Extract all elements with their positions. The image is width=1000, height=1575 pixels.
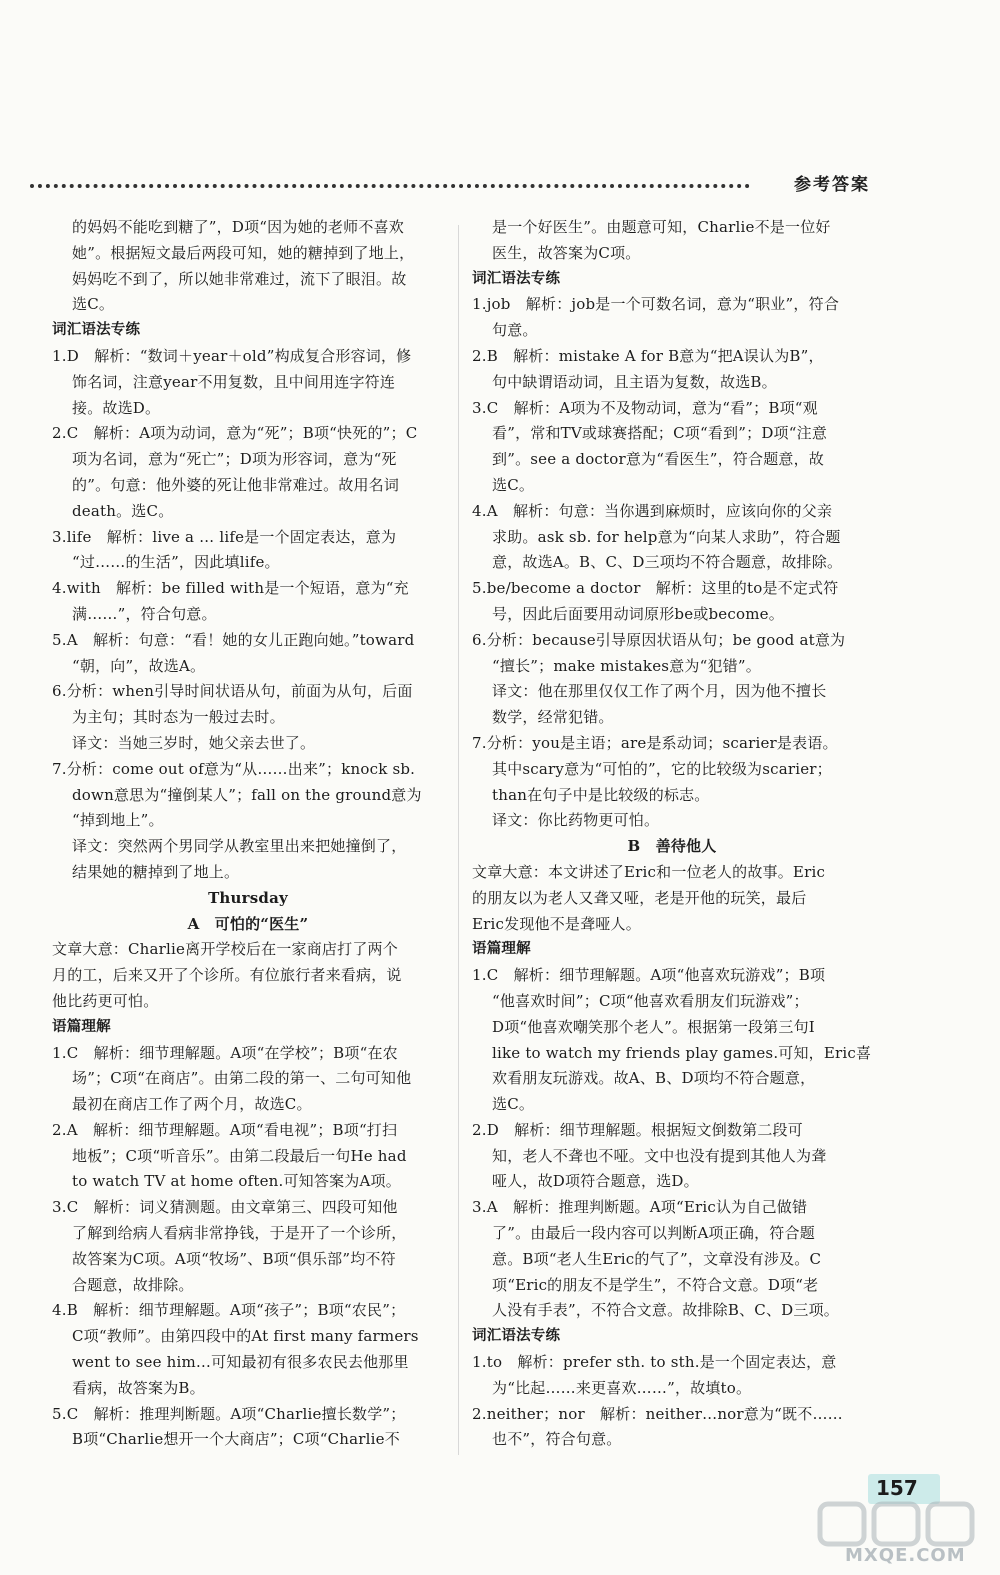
text-line: Eric发现他不是聋哑人。: [472, 914, 641, 933]
dotted-rule: [30, 184, 750, 188]
text-line: 句中缺谓语动词，且主语为复数，故选B。: [492, 372, 777, 391]
text-line: 她”。根据短文最后两段可知，她的糖掉到了地上，: [72, 243, 415, 262]
section-heading: 语篇理解: [472, 941, 531, 958]
text-line: went to see him…可知最初有很多农民去他那里: [72, 1353, 409, 1372]
text-line: 1.C 解析：细节理解题。A项“他喜欢玩游戏”；B项: [472, 966, 826, 985]
text-line: 合题意，故排除。: [72, 1275, 194, 1294]
text-line: 2.C 解析：A项为动词，意为“死”；B项“快死的”；C: [52, 424, 418, 443]
text-line: “朝，向”，故选A。: [72, 656, 206, 675]
text-line: B项“Charlie想开一个大商店”；C项“Charlie不: [72, 1430, 400, 1449]
text-line: 为主句；其时态为一般过去时。: [72, 708, 285, 727]
text-line: 3.C 解析：A项为不及物动词，意为“看”；B项“观: [472, 398, 818, 417]
text-line: 译文：突然两个男同学从教室里出来把她撞倒了，: [72, 837, 407, 856]
text-line: 2.A 解析：细节理解题。A项“看电视”；B项“打扫: [52, 1120, 398, 1139]
text-line: D项“他喜欢嘲笑那个老人”。根据第一段第三句I: [492, 1017, 815, 1036]
text-line: death。选C。: [72, 501, 174, 520]
text-line: 文章大意：Charlie离开学校后在一家商店打了两个: [52, 940, 398, 959]
text-line: 了”。由最后一段内容可以判断A项正确，符合题: [492, 1224, 815, 1243]
text-line: 句意。: [492, 321, 538, 340]
text-line: 译文：他在那里仅仅工作了两个月，因为他不擅长: [492, 682, 827, 701]
text-line: 他比药更可怕。: [52, 991, 159, 1010]
text-line: 6.分析：because引导原因状语从句；be good at意为: [472, 630, 846, 649]
text-line: “过……的生活”，因此填life。: [72, 553, 280, 572]
left-column: [52, 215, 444, 1453]
text-line: 5.C 解析：推理判断题。A项“Charlie擅长数学”；: [52, 1404, 406, 1423]
text-line: 场”；C项“在商店”。由第二段的第一、二句可知他: [72, 1069, 412, 1088]
text-line: “擅长”；make mistakes意为“犯错”。: [492, 656, 761, 675]
section-heading: 词汇语法专练: [472, 270, 561, 287]
text-line: 也不”，符合句意。: [492, 1430, 622, 1449]
text-line: 月的工，后来又开了个诊所。有位旅行者来看病，说: [52, 966, 402, 985]
text-line: 到”。see a doctor意为“看医生”，符合题意，故: [492, 450, 825, 469]
text-line: 意。B项“老人生Eric的气了”，文章没有涉及。C: [492, 1249, 822, 1268]
text-line: 是一个好医生”。由题意可知，Charlie不是一位好: [492, 218, 831, 236]
text-line: 的”。句意：他外婆的死让他非常难过。故用名词: [72, 475, 400, 494]
text-line: 的朋友以为老人又聋又哑，老是开他的玩笑，最后: [472, 888, 807, 907]
text-line: than在句子中是比较级的标志。: [492, 785, 710, 804]
text-line: 文章大意：本文讲述了Eric和一位老人的故事。Eric: [472, 862, 826, 881]
text-line: 1.to 解析：prefer sth. to sth.是一个固定表达，意: [472, 1353, 837, 1372]
section-heading: 语篇理解: [52, 1018, 111, 1035]
text-line: 求助。ask sb. for help意为“向某人求助”，符合题: [492, 527, 841, 546]
text-line: 选C。: [492, 475, 535, 494]
section-heading: 词汇语法专练: [52, 322, 141, 339]
text-line: 1.job 解析：job是一个可数名词，意为“职业”，符合: [472, 295, 840, 314]
text-line: 妈妈吃不到了，所以她非常难过，流下了眼泪。故: [72, 269, 407, 288]
right-column: [472, 215, 872, 1453]
subsection-title: Thursday: [208, 888, 288, 907]
text-line: 满……”，符合句意。: [72, 604, 217, 623]
text-line: 了解到给病人看病非常挣钱，于是开了一个诊所，: [72, 1224, 407, 1243]
text-line: 选C。: [72, 295, 115, 314]
watermark-text: MXQE.COM: [845, 1545, 966, 1566]
text-line: 译文：当她三岁时，她父亲去世了。: [72, 733, 316, 752]
subsection-title: A 可怕的“医生”: [187, 914, 309, 933]
text-line: 项为名词，意为“死亡”；D项为形容词，意为“死: [72, 450, 397, 469]
text-line: C项“教师”。由第四段中的At first many farmers: [72, 1327, 419, 1346]
text-line: 3.A 解析：推理判断题。A项“Eric认为自己做错: [472, 1198, 808, 1217]
section-heading: 词汇语法专练: [472, 1328, 561, 1345]
text-line: 最初在商店工作了两个月，故选C。: [72, 1095, 312, 1114]
text-line: 4.with 解析：be filled with是一个短语，意为“充: [52, 579, 409, 598]
text-line: 知，老人不聋也不哑。文中也没有提到其他人为聋: [492, 1146, 827, 1165]
text-line: 数学，经常犯错。: [492, 708, 614, 727]
text-line: 号，因此后面要用动词原形be或become。: [492, 604, 784, 623]
header-title: 参考答案: [794, 175, 870, 195]
text-line: 的妈妈不能吃到糖了”，D项“因为她的老师不喜欢: [72, 218, 404, 236]
text-line: 1.D 解析：“数词＋year＋old”构成复合形容词，修: [52, 346, 412, 365]
text-line: 其中scary意为“可怕的”，它的比较级为scarier；: [492, 759, 832, 778]
subsection-title: B 善待他人: [627, 837, 717, 856]
text-line: 饰名词，注意year不用复数，且中间用连字符连: [72, 372, 396, 391]
text-line: 欢看朋友玩游戏。故A、B、D项均不符合题意，: [492, 1069, 816, 1088]
text-line: 2.neither；nor 解析：neither…nor意为“既不……: [472, 1404, 843, 1423]
text-line: 地板”；C项“听音乐”。由第二段最后一句He had: [72, 1146, 407, 1165]
text-line: 接。故选D。: [72, 398, 161, 417]
page-number: 157: [876, 1476, 918, 1500]
text-line: like to watch my friends play games.可知，Eric喜: [492, 1043, 872, 1062]
text-line: 哑人，故D项符合题意，选D。: [492, 1172, 699, 1191]
text-line: 7.分析：you是主语；are是系动词；scarier是表语。: [472, 733, 838, 752]
text-line: 1.C 解析：细节理解题。A项“在学校”；B项“在农: [52, 1043, 398, 1062]
text-line: 选C。: [492, 1095, 535, 1114]
text-line: 4.B 解析：细节理解题。A项“孩子”；B项“农民”；: [52, 1301, 406, 1320]
text-line: to watch TV at home often.可知答案为A项。: [72, 1172, 401, 1191]
text-line: 3.life 解析：live a … life是一个固定表达，意为: [52, 527, 397, 546]
text-line: 3.C 解析：词义猜测题。由文章第三、四段可知他: [52, 1198, 398, 1217]
text-line: 4.A 解析：句意：当你遇到麻烦时，应该向你的父亲: [472, 501, 833, 520]
text-line: 译文：你比药物更可怕。: [492, 811, 660, 830]
text-line: 看病，故答案为B。: [72, 1378, 205, 1397]
text-line: 故答案为C项。A项“牧场”、B项“俱乐部”均不符: [72, 1249, 396, 1268]
text-line: 人没有手表”，不符合文意。故排除B、C、D三项。: [492, 1301, 839, 1320]
text-line: 为“比起……来更喜欢……”，故填to。: [492, 1378, 752, 1397]
text-line: 意，故选A。B、C、D三项均不符合题意，故排除。: [492, 553, 843, 572]
text-line: “掉到地上”。: [72, 811, 164, 830]
text-line: 7.分析：come out of意为“从……出来”；knock sb.: [52, 759, 416, 778]
text-line: 5.be/become a doctor 解析：这里的to是不定式符: [472, 579, 839, 598]
text-line: 看”，常和TV或球赛搭配；C项“看到”；D项“注意: [492, 424, 828, 443]
text-line: “他喜欢时间”；C项“他喜欢看朋友们玩游戏”；: [492, 991, 809, 1010]
column-divider: [458, 225, 459, 1455]
text-line: 结果她的糖掉到了地上。: [72, 862, 240, 881]
page-header: [30, 168, 870, 204]
text-line: 2.D 解析：细节理解题。根据短文倒数第二段可: [472, 1120, 803, 1139]
text-line: 医生，故答案为C项。: [492, 243, 641, 262]
text-line: 2.B 解析：mistake A for B意为“把A误认为B”，: [472, 346, 824, 365]
text-line: down意思为“撞倒某人”；fall on the ground意为: [72, 785, 422, 804]
text-line: 项“Eric的朋友不是学生”，不符合文意。D项“老: [492, 1275, 819, 1294]
text-line: 5.A 解析：句意：“看！她的女儿正跑向她。”toward: [52, 630, 415, 649]
text-line: 6.分析：when引导时间状语从句，前面为从句，后面: [52, 682, 413, 701]
